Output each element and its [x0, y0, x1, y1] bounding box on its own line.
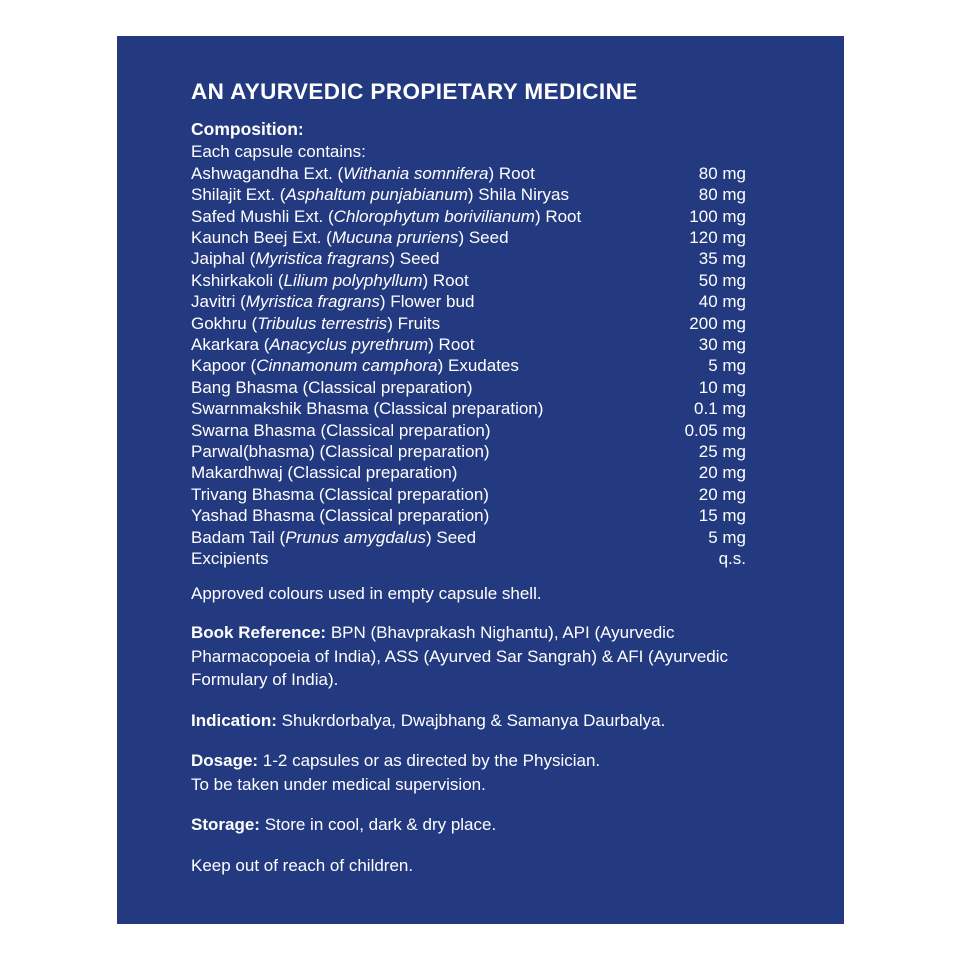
ingredient-name-pre: Swarna Bhasma (Classical preparation) — [191, 420, 491, 440]
ingredient-name-pre: Kshirkakoli ( — [191, 270, 284, 290]
ingredient-amount: 20 mg — [698, 484, 746, 504]
storage-text: Store in cool, dark & dry place. — [259, 815, 497, 835]
ingredient-name-post: ) Exudates — [437, 356, 519, 376]
ingredient-name — [191, 505, 662, 526]
ingredient-name-post: ) Flower bud — [379, 292, 475, 312]
ingredient-name-pre: Bang Bhasma (Classical preparation) — [191, 377, 473, 397]
book-reference-text: BPN (Bhavprakash Nighantu), API (Ayurvedic Pharmacopoeia of India), ASS (Ayurved Sar Sangrah) & AFI (Ayurvedic Formulary of India). — [191, 623, 729, 690]
ingredient-amount: 5 mg — [708, 527, 746, 547]
book-reference-label: Book Reference: — [191, 623, 327, 643]
ingredient-name — [191, 462, 662, 483]
ingredient-name — [191, 355, 662, 376]
composition-subheading: Each capsule contains: — [191, 141, 366, 161]
ingredient-row — [191, 334, 746, 355]
ingredient-name-pre: Trivang Bhasma (Classical preparation) — [191, 484, 489, 504]
page-title: AN AYURVEDIC PROPIETARY MEDICINE — [191, 79, 638, 104]
composition-heading: Composition: — [191, 118, 304, 139]
ingredient-name — [191, 398, 662, 419]
ingredient-amount: 200 mg — [689, 313, 746, 333]
ingredient-row — [191, 398, 746, 419]
dosage-text: 1-2 capsules or as directed by the Physician. — [258, 751, 601, 771]
ingredient-name-pre: Jaiphal ( — [191, 249, 256, 269]
ingredient-amount: 120 mg — [689, 227, 746, 247]
ingredient-name-pre: Badam Tail ( — [191, 527, 286, 547]
ingredient-latin-name: Withania somnifera — [343, 163, 489, 183]
ingredient-latin-name: Tribulus terrestris — [257, 313, 388, 333]
indication — [191, 709, 788, 733]
ingredient-latin-name: Cinnamonum camphora — [256, 356, 438, 376]
ingredient-name-pre: Kaunch Beej Ext. ( — [191, 227, 332, 247]
ingredient-amount: 80 mg — [698, 163, 746, 183]
ingredient-row — [191, 291, 746, 312]
ingredient-name-post: ) Fruits — [387, 313, 441, 333]
storage — [191, 813, 788, 837]
ingredient-name-pre: Javitri ( — [191, 292, 246, 312]
ingredient-name-post: ) Seed — [389, 249, 440, 269]
colour-note: Approved colours used in empty capsule shell. — [191, 584, 542, 604]
ingredient-amount: 5 mg — [708, 356, 746, 376]
ingredient-amount: 25 mg — [698, 442, 746, 462]
ingredient-name — [191, 184, 662, 205]
ingredient-row — [191, 313, 746, 334]
ingredient-name-post: ) Root — [428, 335, 475, 354]
ingredient-name — [191, 441, 662, 462]
ingredient-name — [191, 334, 662, 355]
ingredient-name — [191, 248, 662, 269]
ingredient-row — [191, 527, 746, 548]
ingredient-row — [191, 548, 746, 569]
ingredient-name-pre: Safed Mushli Ext. ( — [191, 206, 334, 226]
ingredient-name — [191, 527, 662, 548]
ingredient-amount: 80 mg — [698, 185, 746, 205]
ingredient-name — [191, 484, 662, 505]
dosage-line — [191, 749, 788, 773]
ingredient-name — [191, 227, 662, 248]
ingredient-amount: 100 mg — [689, 206, 746, 226]
ingredient-name-pre: Yashad Bhasma (Classical preparation) — [191, 506, 490, 526]
ingredient-amount: 15 mg — [698, 506, 746, 526]
ingredient-name — [191, 270, 662, 291]
book-reference — [191, 621, 788, 692]
indication-text: Shukrdorbalya, Dwajbhang & Samanya Daurbalya. — [276, 710, 666, 730]
dosage-label: Dosage: — [191, 751, 259, 771]
ingredient-name — [191, 163, 662, 184]
ingredient-name-post: ) Seed — [426, 527, 477, 547]
ingredient-row — [191, 505, 746, 526]
ingredient-latin-name: Lilium polyphyllum — [283, 270, 423, 290]
ingredient-row — [191, 248, 746, 269]
ingredient-amount: 50 mg — [698, 270, 746, 290]
ingredient-name-pre: Ashwagandha Ext. ( — [191, 163, 344, 183]
ingredient-name-pre: Gokhru ( — [191, 313, 258, 333]
ingredient-name-post: ) Root — [422, 270, 469, 290]
ingredient-name-pre: Makardhwaj (Classical preparation) — [191, 463, 458, 483]
ingredient-name — [191, 206, 662, 227]
ingredient-row — [191, 355, 746, 376]
ingredient-row — [191, 163, 746, 184]
ingredient-name-post: ) Seed — [458, 227, 509, 247]
dosage-note: To be taken under medical supervision. — [191, 774, 486, 794]
ingredient-latin-name: Asphaltum punjabianum — [285, 185, 468, 205]
ingredient-amount: 35 mg — [698, 249, 746, 269]
ingredient-row — [191, 462, 746, 483]
indication-label: Indication: — [191, 710, 277, 730]
storage-label: Storage: — [191, 815, 260, 835]
ingredient-latin-name: Anacyclus pyrethrum — [269, 335, 429, 354]
warning-text: Keep out of reach of children. — [191, 855, 414, 875]
ingredient-row — [191, 206, 746, 227]
ingredient-row — [191, 270, 746, 291]
dosage — [191, 749, 788, 796]
ingredient-amount: 30 mg — [698, 335, 746, 354]
ingredient-name-post: ) Shila Niryas — [467, 185, 569, 205]
ingredient-row — [191, 420, 746, 441]
ingredient-name — [191, 420, 662, 441]
ingredient-amount: 0.05 mg — [684, 420, 746, 440]
ingredient-row — [191, 484, 746, 505]
ingredient-name-post: ) Root — [534, 206, 582, 226]
ingredient-name-pre: Parwal(bhasma) (Classical preparation) — [191, 442, 490, 462]
ingredient-name-post: ) Root — [488, 163, 535, 183]
ingredient-amount: q.s. — [718, 549, 746, 569]
ingredient-name-pre: Shilajit Ext. ( — [191, 185, 286, 205]
ingredient-amount: 0.1 mg — [694, 399, 746, 419]
medicine-label-panel — [117, 36, 844, 924]
ingredient-latin-name: Chlorophytum borivilianum — [333, 206, 535, 226]
ingredient-latin-name: Myristica fragrans — [255, 249, 390, 269]
ingredient-name — [191, 548, 662, 569]
ingredient-amount: 10 mg — [698, 377, 746, 397]
ingredient-name-pre: Excipients — [191, 549, 269, 569]
ingredient-amount: 40 mg — [698, 292, 746, 312]
ingredient-name-pre: Kapoor ( — [191, 356, 257, 376]
ingredient-latin-name: Prunus amygdalus — [285, 527, 426, 547]
ingredient-latin-name: Myristica fragrans — [245, 292, 380, 312]
ingredient-latin-name: Mucuna pruriens — [331, 227, 459, 247]
ingredient-row — [191, 441, 746, 462]
ingredient-name-pre: Swarnmakshik Bhasma (Classical preparation) — [191, 399, 544, 419]
ingredient-name — [191, 291, 662, 312]
ingredient-name-pre: Akarkara ( — [191, 335, 270, 354]
ingredient-name — [191, 377, 662, 398]
ingredient-row — [191, 184, 746, 205]
ingredient-amount: 20 mg — [698, 463, 746, 483]
composition-table — [191, 163, 746, 570]
ingredient-row — [191, 377, 746, 398]
ingredient-row — [191, 227, 746, 248]
ingredient-name — [191, 313, 662, 334]
